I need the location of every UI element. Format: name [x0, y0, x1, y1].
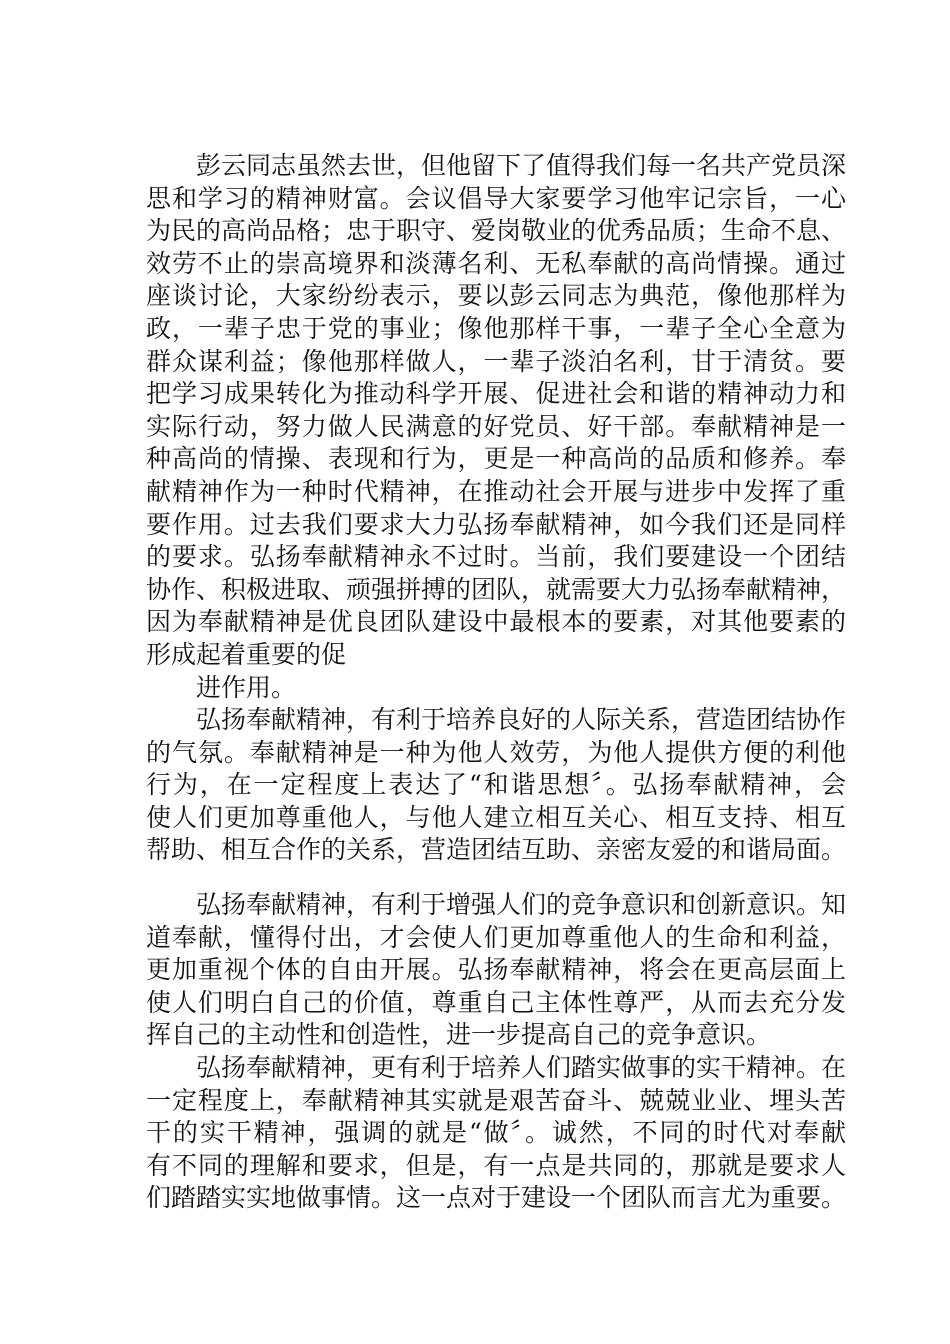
paragraph	[146, 672, 846, 705]
document-page	[146, 150, 846, 1215]
text-line: 进作用。	[196, 672, 297, 702]
paragraph	[146, 150, 846, 672]
text-line: 更加重视个体的自由开展。弘扬奉献精神，将会在更高层面上	[146, 955, 846, 985]
text-line: 弘扬奉献精神，有利于增强人们的竞争意识和创新意识。知	[196, 890, 847, 920]
text-line: 弘扬奉献精神，有利于培养良好的人际关系，营造团结协作	[196, 705, 847, 735]
text-line: 使人们更加尊重他人，与他人建立相互关心、相互支持、相互	[146, 802, 846, 832]
text-line: 形成起着重要的促	[146, 639, 347, 669]
text-line: 种高尚的情操、表现和行为，更是一种高尚的品质和修养。奉	[146, 444, 846, 474]
text-line: 的要求。弘扬奉献精神永不过时。当前，我们要建设一个团结	[146, 542, 846, 572]
text-line: 挥自己的主动性和创造性，进一步提高自己的竞争意识。	[146, 1020, 772, 1050]
text-line: 有不同的理解和要求，但是，有一点是共同的，那就是要求人	[146, 1150, 846, 1180]
text-line: 座谈讨论，大家纷纷表示，要以彭云同志为典范，像他那样为	[146, 281, 846, 311]
text-line: 帮助、相互合作的关系，营造团结互助、亲密友爱的和谐局面。	[146, 835, 847, 865]
text-line: 因为奉献精神是优良团队建设中最根本的要素，对其他要素的	[146, 607, 846, 637]
text-line: 政，一辈子忠于党的事业；像他那样干事，一辈子全心全意为	[146, 313, 846, 343]
text-line: 实际行动，努力做人民满意的好党员、好干部。奉献精神是一	[146, 411, 846, 441]
text-line: 干的实干精神，强调的就是“做〞。诚然，不同的时代对奉献	[146, 1118, 846, 1148]
text-line: 们踏踏实实地做事情。这一点对于建设一个团队而言尤为重要。	[146, 1183, 847, 1213]
paragraph	[146, 889, 846, 1052]
text-line: 的气氛。奉献精神是一种为他人效劳，为他人提供方便的利他	[146, 737, 846, 767]
text-line: 道奉献，懂得付出，才会使人们更加尊重他人的生命和利益，	[146, 922, 846, 952]
text-line: 彭云同志虽然去世，但他留下了值得我们每一名共产党员深	[196, 151, 847, 180]
text-line: 为民的高尚品格；忠于职守、爱岗敬业的优秀品质；生命不息、	[146, 216, 847, 246]
paragraph	[146, 1052, 846, 1215]
text-line: 效劳不止的崇高境界和淡薄名利、无私奉献的高尚情操。通过	[146, 248, 846, 278]
text-line: 思和学习的精神财富。会议倡导大家要学习他牢记宗旨，一心	[146, 183, 846, 213]
text-line: 行为，在一定程度上表达了“和谐思想〞。弘扬奉献精神，会	[146, 770, 846, 800]
paragraph	[146, 704, 846, 867]
paragraph-gap	[146, 867, 846, 889]
text-line: 协作、积极进取、顽强拼搏的团队，就需要大力弘扬奉献精神，	[146, 574, 847, 604]
text-line: 把学习成果转化为推动科学开展、促进社会和谐的精神动力和	[146, 379, 846, 409]
text-line: 献精神作为一种时代精神，在推动社会开展与进步中发挥了重	[146, 476, 846, 506]
text-line: 弘扬奉献精神，更有利于培养人们踏实做事的实干精神。在	[196, 1053, 847, 1083]
text-line: 要作用。过去我们要求大力弘扬奉献精神，如今我们还是同样	[146, 509, 846, 539]
text-line: 群众谋利益；像他那样做人，一辈子淡泊名利，甘于清贫。要	[146, 346, 846, 376]
text-line: 一定程度上，奉献精神其实就是艰苦奋斗、兢兢业业、埋头苦	[146, 1085, 846, 1115]
text-line: 使人们明白自己的价值，尊重自己主体性尊严，从而去充分发	[146, 987, 846, 1017]
